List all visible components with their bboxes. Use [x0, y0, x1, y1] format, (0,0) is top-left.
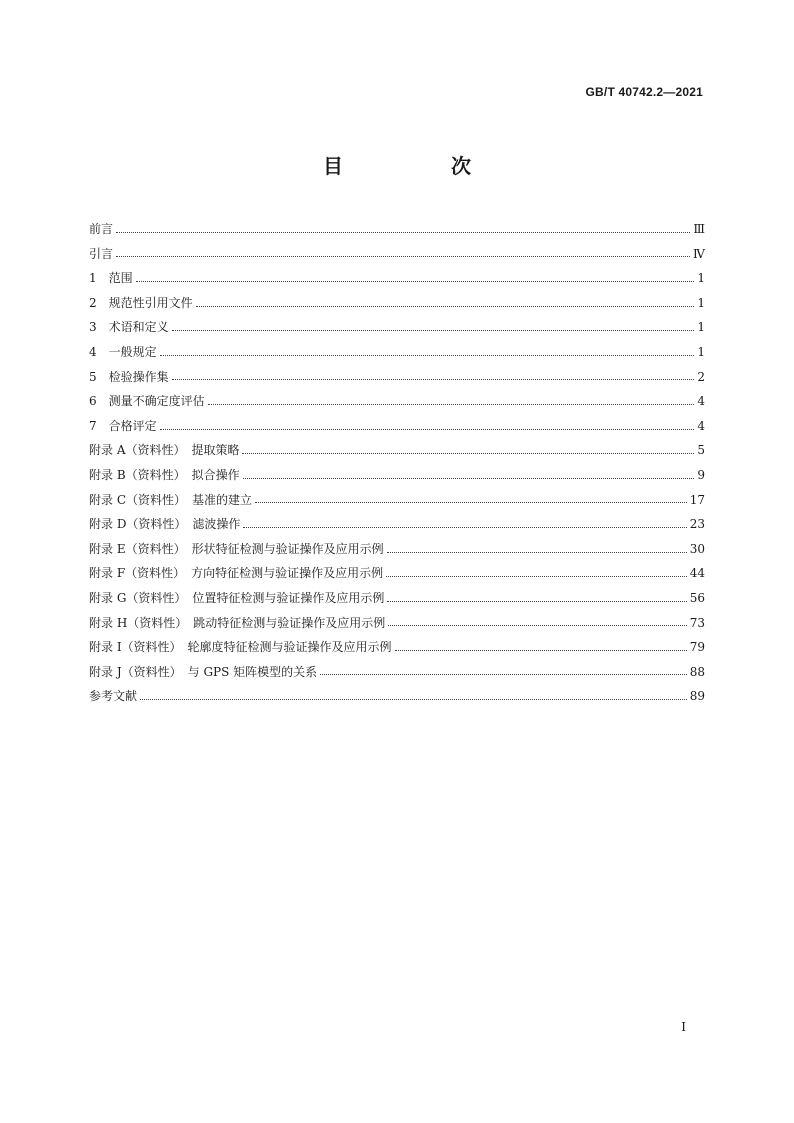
toc-entry-bibliography[interactable]: [89, 684, 705, 709]
toc-entry-page: 1: [697, 344, 705, 359]
toc-entry-label: 附录 A（资料性） 提取策略: [89, 443, 240, 458]
toc-entry-page: 73: [689, 615, 705, 630]
toc-entry-label: 7 合格评定: [89, 418, 157, 433]
toc-dot-leader: [387, 552, 687, 553]
toc-entry-page: 17: [689, 492, 705, 507]
toc-entry-annex-e[interactable]: [89, 537, 705, 562]
toc-entry-label: 1 范围: [89, 271, 133, 286]
toc-entry-annex-c[interactable]: [89, 488, 705, 513]
toc-entry-page: 56: [689, 590, 705, 605]
toc-dot-leader: [172, 379, 695, 380]
toc-entry-page: 79: [689, 640, 705, 655]
table-of-contents: [89, 217, 705, 709]
toc-dot-leader: [387, 601, 686, 602]
toc-entry-page: Ⅳ: [693, 246, 705, 261]
toc-entry-label: 附录 I（资料性） 轮廓度特征检测与验证操作及应用示例: [89, 640, 392, 655]
toc-entry-page: 23: [689, 517, 705, 532]
toc-entry-label: 附录 F（资料性） 方向特征检测与验证操作及应用示例: [89, 566, 384, 581]
toc-entry-label: 引言: [89, 246, 114, 261]
toc-dot-leader: [172, 330, 695, 331]
toc-entry-page: 4: [697, 418, 705, 433]
toc-entry-label: 附录 B（资料性） 拟合操作: [89, 467, 240, 482]
toc-entry-label: 4 一般规定: [89, 344, 157, 359]
toc-entry-annex-b[interactable]: [89, 463, 705, 488]
toc-entry-6[interactable]: [89, 389, 705, 414]
toc-entry-label: 3 术语和定义: [89, 320, 169, 335]
toc-entry-7[interactable]: [89, 414, 705, 439]
toc-dot-leader: [160, 429, 695, 430]
toc-entry-page: 5: [697, 443, 705, 458]
toc-entry-label: 附录 G（资料性） 位置特征检测与验证操作及应用示例: [89, 590, 385, 605]
toc-entry-page: 30: [689, 541, 705, 556]
toc-dot-leader: [388, 625, 686, 626]
toc-dot-leader: [140, 699, 687, 700]
toc-dot-leader: [243, 527, 686, 528]
toc-entry-page: Ⅲ: [693, 222, 705, 236]
page-number: I: [681, 1020, 686, 1034]
toc-entry-label: 6 测量不确定度评估: [89, 394, 205, 409]
toc-entry-page: 1: [697, 320, 705, 335]
toc-entry-page: 89: [689, 689, 705, 704]
toc-entry-2[interactable]: [89, 291, 705, 316]
toc-entry-page: 1: [697, 295, 705, 310]
toc-dot-leader: [386, 576, 687, 577]
toc-entry-label: 前言: [89, 222, 114, 236]
toc-dot-leader: [208, 404, 695, 405]
toc-entry-label: 附录 C（资料性） 基准的建立: [89, 492, 252, 507]
toc-dot-leader: [320, 674, 687, 675]
toc-entry-annex-f[interactable]: [89, 561, 705, 586]
toc-entry-label: 附录 E（资料性） 形状特征检测与验证操作及应用示例: [89, 541, 384, 556]
toc-entry-page: 4: [697, 394, 705, 409]
toc-dot-leader: [196, 306, 695, 307]
toc-entry-annex-a[interactable]: [89, 438, 705, 463]
toc-dot-leader: [242, 453, 694, 454]
toc-entry-annex-i[interactable]: [89, 635, 705, 660]
toc-dot-leader: [160, 355, 695, 356]
toc-entry-foreword[interactable]: [89, 217, 705, 242]
toc-entry-annex-h[interactable]: [89, 611, 705, 636]
toc-entry-introduction[interactable]: [89, 242, 705, 267]
toc-dot-leader: [255, 502, 687, 503]
toc-entry-page: 88: [689, 664, 705, 679]
toc-entry-label: 2 规范性引用文件: [89, 295, 193, 310]
toc-entry-label: 附录 J（资料性） 与 GPS 矩阵模型的关系: [89, 664, 318, 679]
toc-entry-annex-j[interactable]: [89, 660, 705, 685]
toc-entry-5[interactable]: [89, 365, 705, 390]
page-title: 目 次: [323, 154, 515, 178]
toc-dot-leader: [243, 478, 695, 479]
toc-entry-page: 2: [697, 369, 705, 384]
toc-entry-4[interactable]: [89, 340, 705, 365]
toc-entry-label: 参考文献: [89, 689, 138, 704]
toc-entry-1[interactable]: [89, 266, 705, 291]
toc-entry-label: 5 检验操作集: [89, 369, 169, 384]
toc-entry-page: 9: [697, 467, 705, 482]
standard-code: GB/T 40742.2—2021: [585, 85, 703, 99]
toc-entry-3[interactable]: [89, 315, 705, 340]
toc-dot-leader: [116, 232, 690, 233]
toc-dot-leader: [116, 256, 690, 257]
toc-entry-annex-g[interactable]: [89, 586, 705, 611]
toc-entry-label: 附录 D（资料性） 滤波操作: [89, 517, 241, 532]
toc-entry-page: 44: [689, 566, 705, 581]
toc-dot-leader: [395, 650, 687, 651]
toc-entry-label: 附录 H（资料性） 跳动特征检测与验证操作及应用示例: [89, 615, 386, 630]
toc-entry-page: 1: [697, 271, 705, 286]
toc-dot-leader: [136, 281, 695, 282]
toc-entry-annex-d[interactable]: [89, 512, 705, 537]
